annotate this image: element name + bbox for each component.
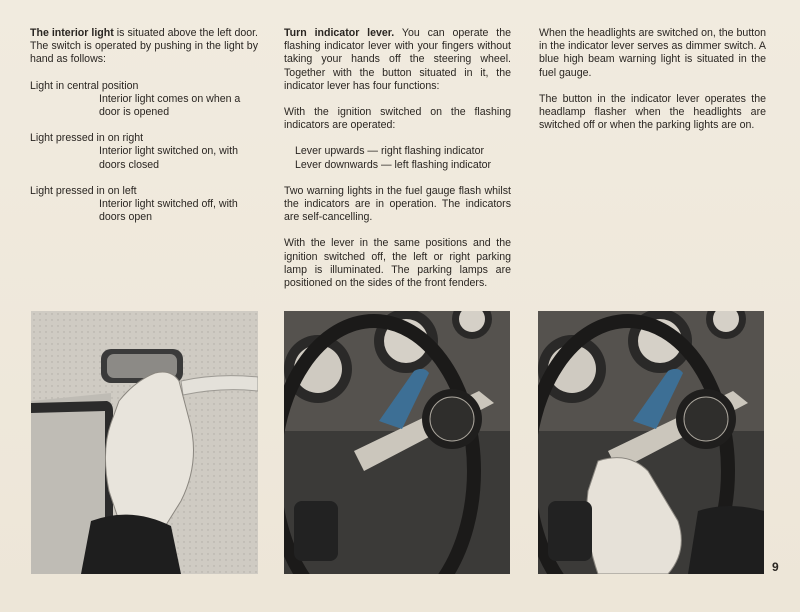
interior-light-intro-text: is situated above the left door. The switch is operated by pushing in the light by hand as follows: [30,27,259,66]
page-number: 9 [772,560,779,574]
position-label: Light pressed in on right [30,132,144,145]
position-label: Light in central position [30,79,139,92]
position-description: Interior light switched on, with doors closed [99,145,238,171]
lever-functions [284,145,511,171]
interior-light-intro [30,27,258,67]
turn-indicator-heading: Turn indicator lever. [284,27,395,39]
lever-down-line: Lever downwards — left flashing indicator [295,158,492,171]
dimmer-switch-photo [538,311,764,574]
column-turn-indicator [284,27,511,303]
interior-light-heading: The interior light [30,27,114,39]
turn-indicator-intro-text: You can operate the flashing indicator lever with your fingers without taking your hands off the steering wheel. Together with the button situated in it, the indicator lever has four functions: [284,27,511,92]
column-headlights [539,27,766,145]
interior-light-photo [31,311,258,574]
column-interior-light [30,27,258,237]
ignition-on-paragraph: With the ignition switched on the flashing indicators are operated: [284,106,511,132]
lever-up-line: Lever upwards — right flashing indicator [295,145,485,158]
warning-lights-paragraph: Two warning lights in the fuel gauge flash whilst the indicators are in operation. The indicators are self-cancelling. [284,184,511,224]
position-label: Light pressed in on left [30,184,137,197]
position-description: Interior light switched off, with doors open [99,198,238,224]
list-item [30,80,258,120]
turn-indicator-intro [284,27,511,93]
headlamp-flasher-paragraph: The button in the indicator lever operates the headlamp flasher when the headlights are switched off or when the parking lights are on. [539,92,766,132]
dimmer-switch-paragraph: When the headlights are switched on, the button in the indicator lever serves as dimmer switch. A blue high beam warning light is situated in the fuel gauge. [539,27,766,79]
position-description: Interior light comes on when a door is opened [99,92,241,119]
indicator-lever-photo [284,311,510,574]
parking-lamp-paragraph: With the lever in the same positions and the ignition switched off, the left or right parking lamp is illuminated. The parking lamps are positioned on the sides of the front fenders. [284,237,511,290]
list-item [30,132,258,172]
list-item [30,185,258,225]
